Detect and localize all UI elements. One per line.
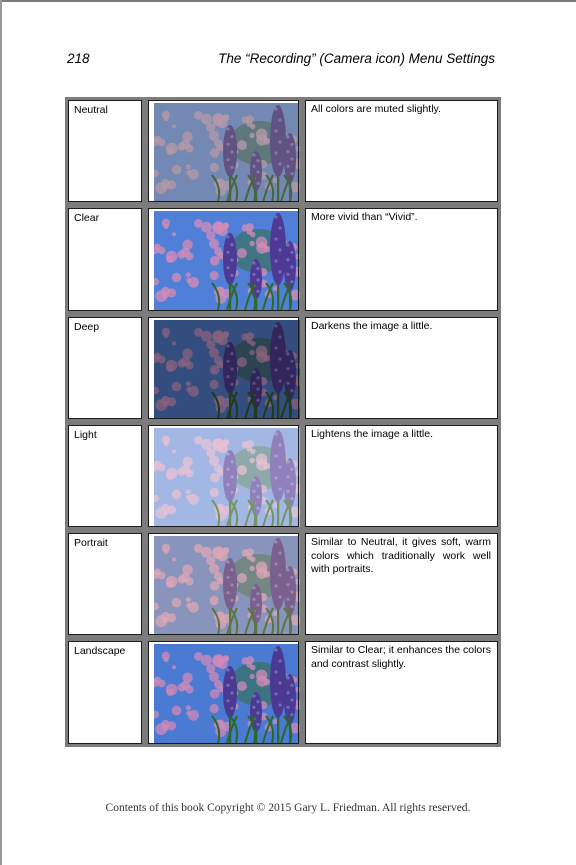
- style-name-cell: [65, 638, 145, 746]
- sample-photo-clear: [154, 211, 300, 310]
- style-name-neutral: Neutral: [74, 104, 108, 116]
- style-name-cell: [65, 422, 145, 530]
- table-row-deep: [65, 314, 501, 422]
- flower-photo-graphic: [154, 536, 300, 635]
- style-name-light: Light: [74, 428, 97, 441]
- page-number: 218: [67, 51, 90, 66]
- sample-photo-cell: [145, 638, 302, 746]
- flower-photo-graphic: [154, 320, 300, 419]
- sample-photo-cell: [145, 205, 302, 313]
- style-description-light: Lightens the image a little.: [311, 427, 433, 440]
- page-border-left: [0, 0, 2, 865]
- sample-photo-neutral: [154, 103, 300, 202]
- table-row-light: [65, 422, 501, 530]
- style-name-deep: Deep: [74, 320, 100, 333]
- style-description-cell: [302, 638, 501, 746]
- flower-photo-graphic: [154, 644, 300, 743]
- style-name-portrait: Portrait: [74, 537, 108, 550]
- flower-photo-graphic: [154, 103, 300, 202]
- style-name-cell: [65, 205, 145, 313]
- style-description-cell: [302, 205, 501, 313]
- style-description-neutral: All colors are muted slightly.: [311, 103, 441, 115]
- table-row-landscape: [65, 638, 501, 746]
- style-description-cell: [302, 422, 501, 530]
- table-row-clear: [65, 205, 501, 313]
- style-description-clear: More vivid than “Vivid”.: [311, 211, 418, 224]
- style-name-landscape: Landscape: [74, 645, 126, 658]
- style-name-cell: [65, 97, 145, 205]
- style-description-deep: Darkens the image a little.: [311, 319, 433, 332]
- page-title: The “Recording” (Camera icon) Menu Settings: [218, 51, 495, 66]
- sample-photo-cell: [145, 97, 302, 205]
- style-description-cell: [302, 314, 501, 422]
- sample-photo-landscape: [154, 644, 300, 743]
- sample-photo-portrait: [154, 536, 300, 635]
- picture-style-table: [65, 97, 501, 747]
- table-row-neutral: [65, 97, 501, 205]
- page-header: [67, 51, 495, 69]
- copyright-footer: Contents of this book Copyright © 2015 Gary L. Friedman. All rights reserved.: [105, 802, 471, 814]
- sample-photo-deep: [154, 320, 300, 419]
- page-border-top: [0, 0, 576, 2]
- style-name-cell: [65, 530, 145, 638]
- flower-photo-graphic: [154, 428, 300, 527]
- style-description-cell: [302, 97, 501, 205]
- sample-photo-cell: [145, 314, 302, 422]
- style-name-clear: Clear: [74, 212, 100, 225]
- sample-photo-cell: [145, 422, 302, 530]
- sample-photo-light: [154, 428, 300, 527]
- style-name-cell: [65, 314, 145, 422]
- style-description-landscape: Similar to Clear; it enhances the colors and contrast slightly.: [311, 644, 491, 670]
- style-description-portrait: Similar to Neutral, it gives soft, warm colors which traditionally work well with portraits.: [311, 536, 491, 576]
- table-row-portrait: [65, 530, 501, 638]
- flower-photo-graphic: [154, 211, 300, 310]
- style-description-cell: [302, 530, 501, 638]
- sample-photo-cell: [145, 530, 302, 638]
